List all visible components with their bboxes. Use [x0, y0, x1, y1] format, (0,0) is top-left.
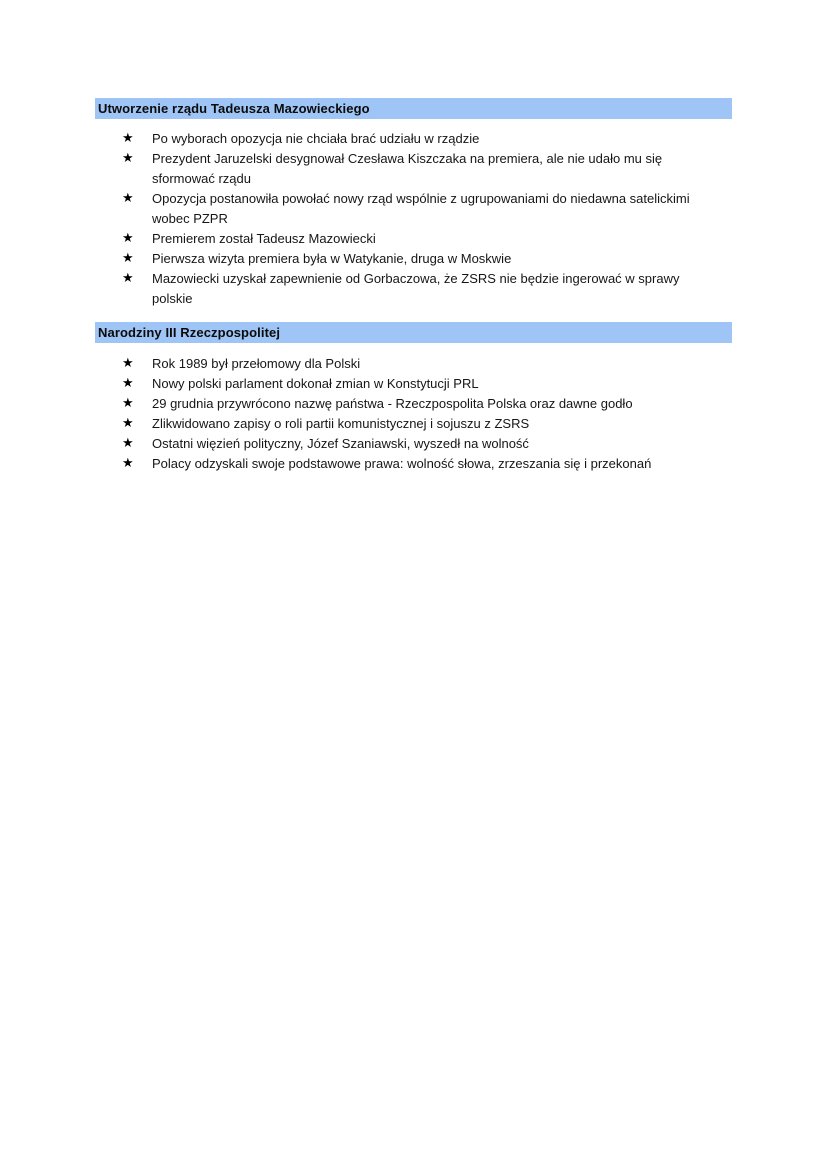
- list-item: [95, 189, 732, 229]
- star-icon: ★: [122, 356, 134, 371]
- list-item-text: Premierem został Tadeusz Mazowiecki: [152, 231, 376, 246]
- section-heading: Narodziny III Rzeczpospolitej: [95, 322, 732, 343]
- bullet-list: [95, 354, 732, 474]
- list-item-text: Pierwsza wizyta premiera była w Watykanie, druga w Moskwie: [152, 251, 512, 266]
- list-item: [95, 249, 732, 269]
- list-item-text: Polacy odzyskali swoje podstawowe prawa: wolność słowa, zrzeszania się i przekonań: [152, 456, 652, 471]
- section-heading: Utworzenie rządu Tadeusza Mazowieckiego: [95, 98, 732, 119]
- list-item-text: Mazowiecki uzyskał zapewnienie od Gorbaczowa, że ZSRS nie będzie ingerować w sprawy polskie: [152, 271, 680, 306]
- list-item: [95, 434, 732, 454]
- list-item-text: Opozycja postanowiła powołać nowy rząd wspólnie z ugrupowaniami do niedawna satelickimi wobec PZPR: [152, 191, 690, 226]
- star-icon: ★: [122, 151, 134, 166]
- star-icon: ★: [122, 436, 134, 451]
- list-item-text: Po wyborach opozycja nie chciała brać udziału w rządzie: [152, 131, 480, 146]
- list-item-text: Zlikwidowano zapisy o roli partii komunistycznej i sojuszu z ZSRS: [152, 416, 530, 431]
- star-icon: ★: [122, 251, 134, 266]
- list-item-text: Prezydent Jaruzelski desygnował Czesława Kiszczaka na premiera, ale nie udało mu się sformować rządu: [152, 151, 663, 186]
- star-icon: ★: [122, 376, 134, 391]
- list-item-text: Rok 1989 był przełomowy dla Polski: [152, 356, 361, 371]
- section-third-republic: [95, 322, 732, 474]
- list-item: [95, 129, 732, 149]
- list-item: [95, 149, 732, 189]
- list-item: [95, 374, 732, 394]
- star-icon: ★: [122, 416, 134, 431]
- list-item: [95, 454, 732, 474]
- bullet-list: [95, 129, 732, 309]
- list-item-text: Nowy polski parlament dokonał zmian w Konstytucji PRL: [152, 376, 479, 391]
- list-item-text: Ostatni więzień polityczny, Józef Szaniawski, wyszedł na wolność: [152, 436, 529, 451]
- list-item: [95, 414, 732, 434]
- section-government-formation: [95, 98, 732, 309]
- star-icon: ★: [122, 231, 134, 246]
- star-icon: ★: [122, 131, 134, 146]
- list-item: [95, 229, 732, 249]
- star-icon: ★: [122, 456, 134, 471]
- star-icon: ★: [122, 396, 134, 411]
- star-icon: ★: [122, 191, 134, 206]
- list-item: [95, 269, 732, 309]
- list-item-text: 29 grudnia przywrócono nazwę państwa - Rzeczpospolita Polska oraz dawne godło: [152, 396, 633, 411]
- star-icon: ★: [122, 271, 134, 286]
- list-item: [95, 354, 732, 374]
- list-item: [95, 394, 732, 414]
